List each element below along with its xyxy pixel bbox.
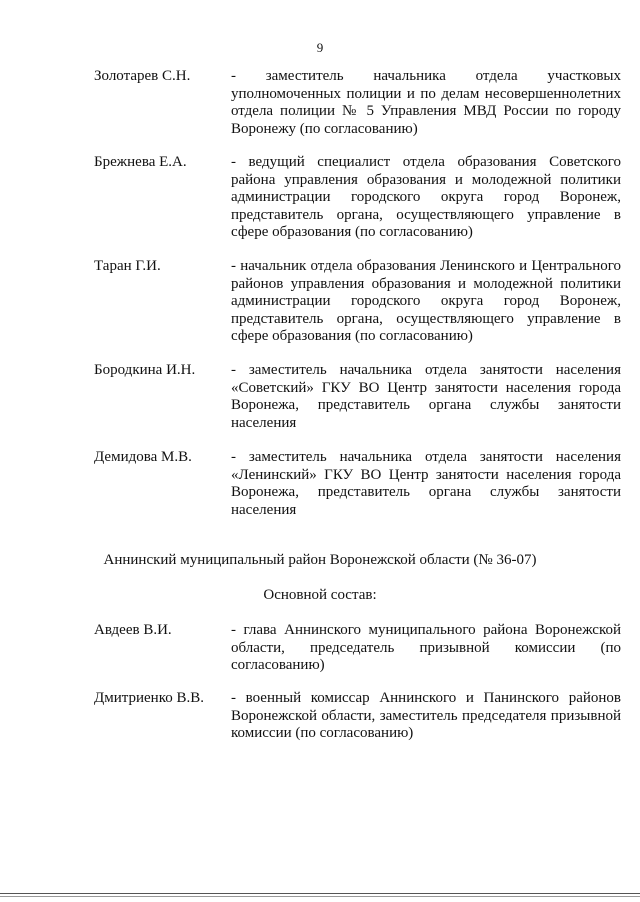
member-description: - ведущий специалист отдела образования Советского района управления образования и молодежной политики администрации городского округа город Воронеж, представитель органа, осуществляющего управление в сфере образования (по согласованию) (231, 154, 621, 240)
member-name: Золотарев С.Н. (94, 68, 191, 84)
member-name: Бородкина И.Н. (94, 362, 196, 378)
member-name: Таран Г.И. (94, 258, 161, 274)
member-description: - глава Аннинского муниципального района Воронежской области, председатель призывной комиссии (по согласованию) (231, 622, 621, 673)
member-description: - заместитель начальника отдела участковых уполномоченных полиции и по делам несовершеннолетних отдела полиции № 5 Управления МВД России по городу Воронежу (по согласованию) (231, 68, 625, 137)
member-description: - заместитель начальника отдела занятости населения «Советский» ГКУ ВО Центр занятости населения города Воронежа, представитель органа службы занятости населения (231, 362, 621, 431)
district-title: Аннинский муниципальный район Воронежской области (№ 36-07) (103, 552, 537, 568)
footer-divider (0, 893, 640, 894)
member-name: Авдеев В.И. (94, 622, 172, 638)
member-name: Демидова М.В. (94, 449, 192, 465)
member-description: - начальник отдела образования Ленинского и Центрального районов управления образования и молодежной политики администрации городского округа город Воронеж, представитель органа, осуществляющего управление в сфере образования (по согласованию) (231, 258, 621, 344)
page-number: 9 (316, 40, 324, 55)
member-description: - военный комиссар Аннинского и Панинского районов Воронежской области, заместитель председателя призывной комиссии (по согласованию) (231, 690, 621, 741)
member-name: Брежнева Е.А. (94, 154, 187, 170)
composition-title: Основной состав: (263, 587, 377, 603)
footer-divider-secondary (0, 896, 640, 897)
member-description: - заместитель начальника отдела занятости населения «Ленинский» ГКУ ВО Центр занятости населения города Воронежа, представитель органа службы занятости населения (231, 449, 621, 518)
member-name: Дмитриенко В.В. (94, 690, 204, 706)
